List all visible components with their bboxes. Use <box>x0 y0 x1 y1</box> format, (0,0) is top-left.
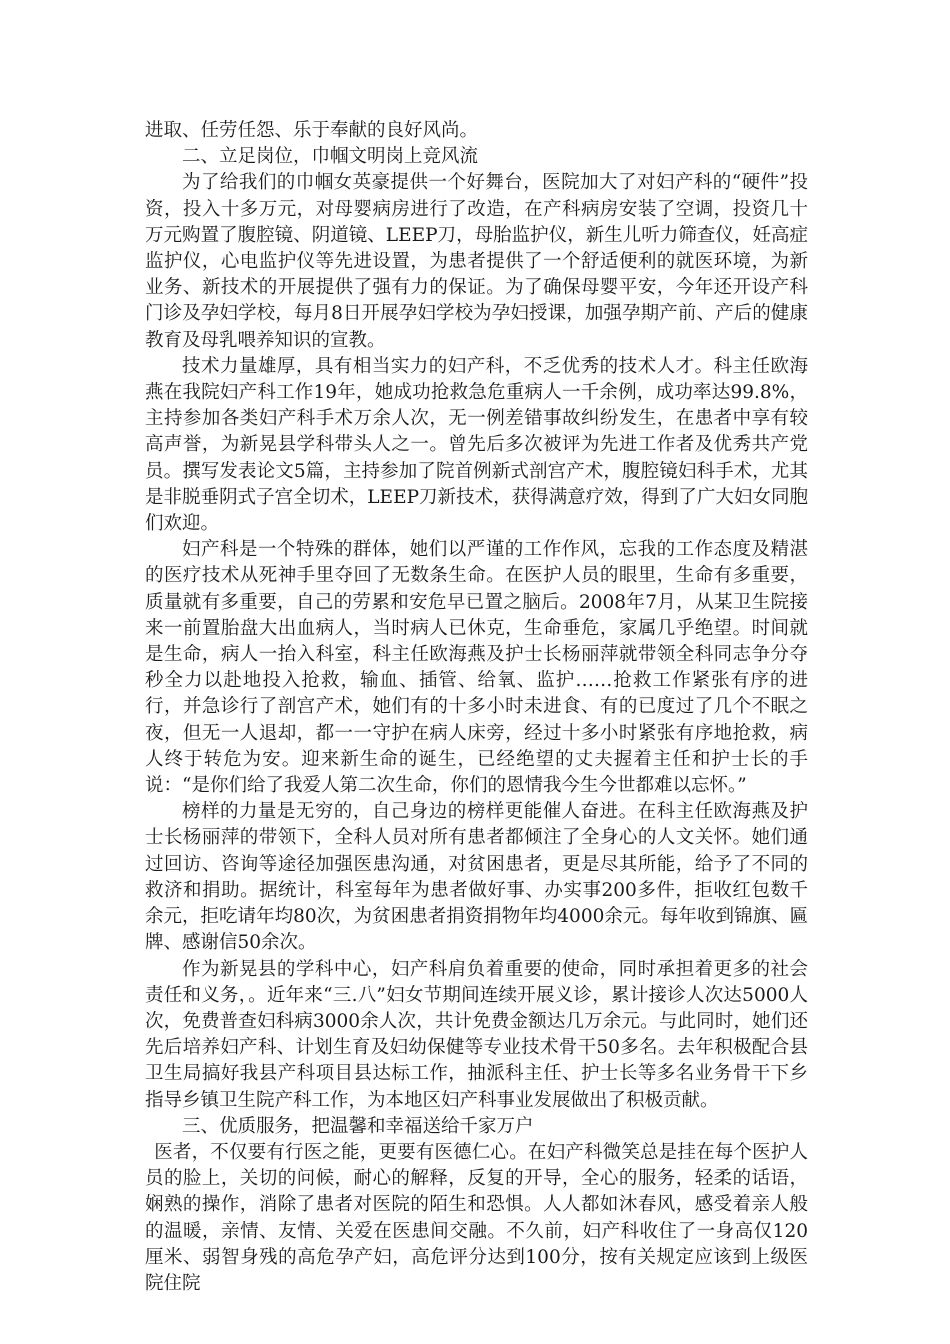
paragraph-7: 作为新晃县的学科中心，妇产科肩负着重要的使命，同时承担着更多的社会责任和义务，。近年来“三.八”妇女节期间连续开展义诊，累计接诊人次达5000人次，免费普查妇科病3000余人次，共计免费金额达几万余元。与此同时，她们还先后培养妇产科、计划生育及妇幼保健等专业技术骨干50多名。去年积极配合县卫生局搞好我县产科项目县达标工作，抽派科主任、护士长等多名业务骨干下乡指导乡镇卫生院产科工作，为本地区妇产科事业发展做出了积极贡献。 <box>145 958 808 1111</box>
paragraph-9: 医者，不仅要有行医之能，更要有医德仁心。在妇产科微笑总是挂在每个医护人员的脸上，关切的问候，耐心的解释，反复的开导，全心的服务，轻柔的话语，娴熟的操作，消除了患者对医院的陌生和恐惧。人人都如沐春风，感受着亲人般的温暖，亲情、友情、关爱在医患间交融。不久前，妇产科收住了一身高仅120厘米、弱智身残的高危孕产妇，高危评分达到100分，按有关规定应该到上级医院住院 <box>145 1141 808 1294</box>
paragraph-5: 妇产科是一个特殊的群体，她们以严谨的工作作风，忘我的工作态度及精湛的医疗技术从死神手里夺回了无数条生命。在医护人员的眼里，生命有多重要，质量就有多重要，自己的劳累和安危早已置之脑后。2008年7月，从某卫生院接来一前置胎盘大出血病人，当时病人已休克，生命垂危，家属几乎绝望。时间就是生命，病人一抬入科室，科主任欧海燕及护士长杨丽萍就带领全科同志争分夺秒全力以赴地投入抢救，输血、插管、给氧、监护……抢救工作紧张有序的进行，并急诊行了剖宫产术，她们有的十多小时未进食、有的已度过了几个不眠之夜，但无一人退却，都一一守护在病人床旁，经过十多小时紧张有序地抢救，病人终于转危为安。迎来新生命的诞生，已经绝望的丈夫握着主任和护士长的手说：“是你们给了我爱人第二次生命，你们的恩情我今生今世都难以忘怀。” <box>145 539 808 797</box>
section-heading-2: 二、立足岗位，巾帼文明岗上竞风流 <box>182 146 479 168</box>
paragraph-6: 榜样的力量是无穷的，自己身边的榜样更能催人奋进。在科主任欧海燕及护士长杨丽萍的带领下，全科人员对所有患者都倾注了全身心的人文关怀。她们通过回访、咨询等途径加强医患沟通，对贫困患者，更是尽其所能，给予了不同的救济和捐助。据统计，科室每年为患者做好事、办实事200多件，拒收红包数千余元，拒吃请年均80次，为贫困患者捐资捐物年均4000余元。每年收到锦旗、匾牌、感谢信50余次。 <box>145 801 808 954</box>
paragraph-3: 为了给我们的巾帼女英豪提供一个好舞台，医院加大了对妇产科的“硬件”投资，投入十多万元，对母婴病房进行了改造，在产科病房安装了空调，投资几十万元购置了腹腔镜、阴道镜、LEEP刀，母胎监护仪，新生儿听力筛查仪，妊高症监护仪，心电监护仪等先进设置，为患者提供了一个舒适便利的就医环境，为新业务、新技术的开展提供了强有力的保证。为了确保母婴平安，今年还开设产科门诊及孕妇学校，每月8日开展孕妇学校为孕妇授课，加强孕期产前、产后的健康教育及母乳喂养知识的宣教。 <box>145 172 808 351</box>
paragraph-1: 进取、任劳任怨、乐于奉献的良好风尚。 <box>145 120 479 141</box>
document-body <box>145 118 808 1297</box>
paragraph-4: 技术力量雄厚，具有相当实力的妇产科，不乏优秀的技术人才。科主任欧海燕在我院妇产科工作19年，她成功抢救急危重病人一千余例，成功率达99.8%，主持参加各类妇产科手术万余人次，无一例差错事故纠纷发生，在患者中享有较高声誉，为新晃县学科带头人之一。曾先后多次被评为先进工作者及优秀共产党员。撰写发表论文5篇，主持参加了院首例新式剖宫产术，腹腔镜妇科手术，尤其是非脱垂阴式子宫全切术，LEEP刀新技术，获得满意疗效，得到了广大妇女同胞们欢迎。 <box>145 355 808 535</box>
section-heading-3: 三、优质服务，把温馨和幸福送给千家万户 <box>182 1115 534 1137</box>
